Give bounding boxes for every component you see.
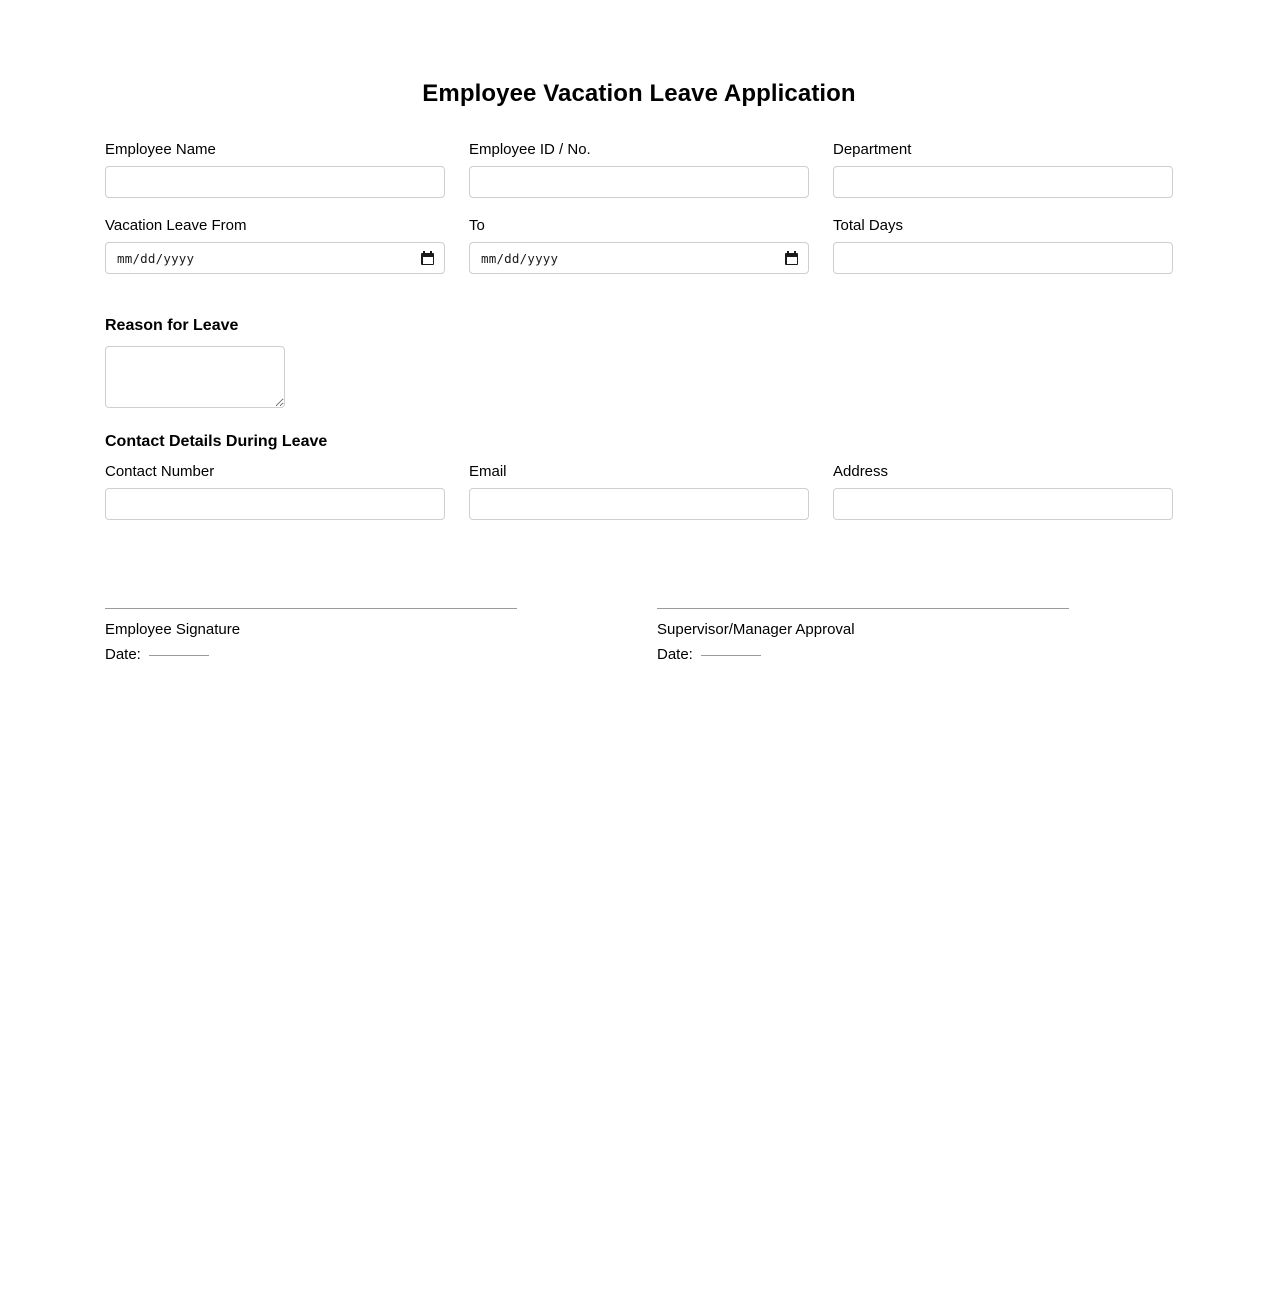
email-label: Email — [469, 463, 507, 480]
contact-number-label: Contact Number — [105, 463, 215, 480]
employee-id-input[interactable] — [469, 166, 809, 198]
total-days-label: Total Days — [833, 217, 904, 234]
employee-signature-date-label: Date: — [105, 646, 141, 663]
contact-details-heading: Contact Details During Leave — [105, 433, 328, 450]
address-input[interactable] — [833, 488, 1173, 520]
department-label: Department — [833, 141, 912, 158]
address-label: Address — [833, 463, 889, 480]
leave-to-label: To — [469, 217, 485, 234]
supervisor-approval-label: Supervisor/Manager Approval — [657, 621, 855, 638]
field-group-employee-id — [469, 140, 809, 216]
field-group-leave-to — [469, 216, 809, 292]
employee-signature-line — [105, 608, 517, 609]
email-input[interactable] — [469, 488, 809, 520]
supervisor-approval-date-rule — [701, 655, 761, 656]
reason-for-leave-heading: Reason for Leave — [105, 317, 239, 334]
employee-signature-date-rule — [149, 655, 209, 656]
leave-from-date-wrapper — [105, 242, 445, 274]
form-row-identity — [105, 140, 1173, 216]
section-contact-details — [105, 432, 1173, 538]
employee-signature-label: Employee Signature — [105, 621, 241, 638]
reason-for-leave-textarea[interactable] — [105, 346, 285, 408]
field-group-department — [833, 140, 1173, 216]
supervisor-approval-line — [657, 608, 1069, 609]
leave-to-date-wrapper — [469, 242, 809, 274]
form-row-dates — [105, 216, 1173, 292]
leave-to-date-input[interactable] — [469, 242, 809, 274]
total-days-input[interactable] — [833, 242, 1173, 274]
employee-name-input[interactable] — [105, 166, 445, 198]
employee-signature-date-row — [105, 645, 517, 664]
field-group-email — [469, 462, 809, 538]
page-title: Employee Vacation Leave Application — [422, 80, 856, 107]
employee-id-label: Employee ID / No. — [469, 141, 591, 158]
contact-number-input[interactable] — [105, 488, 445, 520]
signature-area — [105, 608, 1173, 664]
form-row-contact — [105, 462, 1173, 538]
leave-from-date-input[interactable] — [105, 242, 445, 274]
employee-name-label: Employee Name — [105, 141, 216, 158]
field-group-employee-name — [105, 140, 445, 216]
field-group-leave-from — [105, 216, 445, 292]
field-group-address — [833, 462, 1173, 538]
supervisor-approval-date-row — [657, 645, 1069, 664]
calendar-icon[interactable] — [421, 251, 434, 265]
calendar-icon[interactable] — [785, 251, 798, 265]
leave-from-label: Vacation Leave From — [105, 217, 247, 234]
supervisor-approval-block — [657, 608, 1069, 664]
employee-signature-block — [105, 608, 517, 664]
supervisor-approval-date-label: Date: — [657, 646, 693, 663]
vacation-leave-form — [105, 0, 1173, 664]
field-group-contact-number — [105, 462, 445, 538]
department-input[interactable] — [833, 166, 1173, 198]
field-group-total-days — [833, 216, 1173, 292]
section-reason-for-leave — [105, 316, 1173, 408]
